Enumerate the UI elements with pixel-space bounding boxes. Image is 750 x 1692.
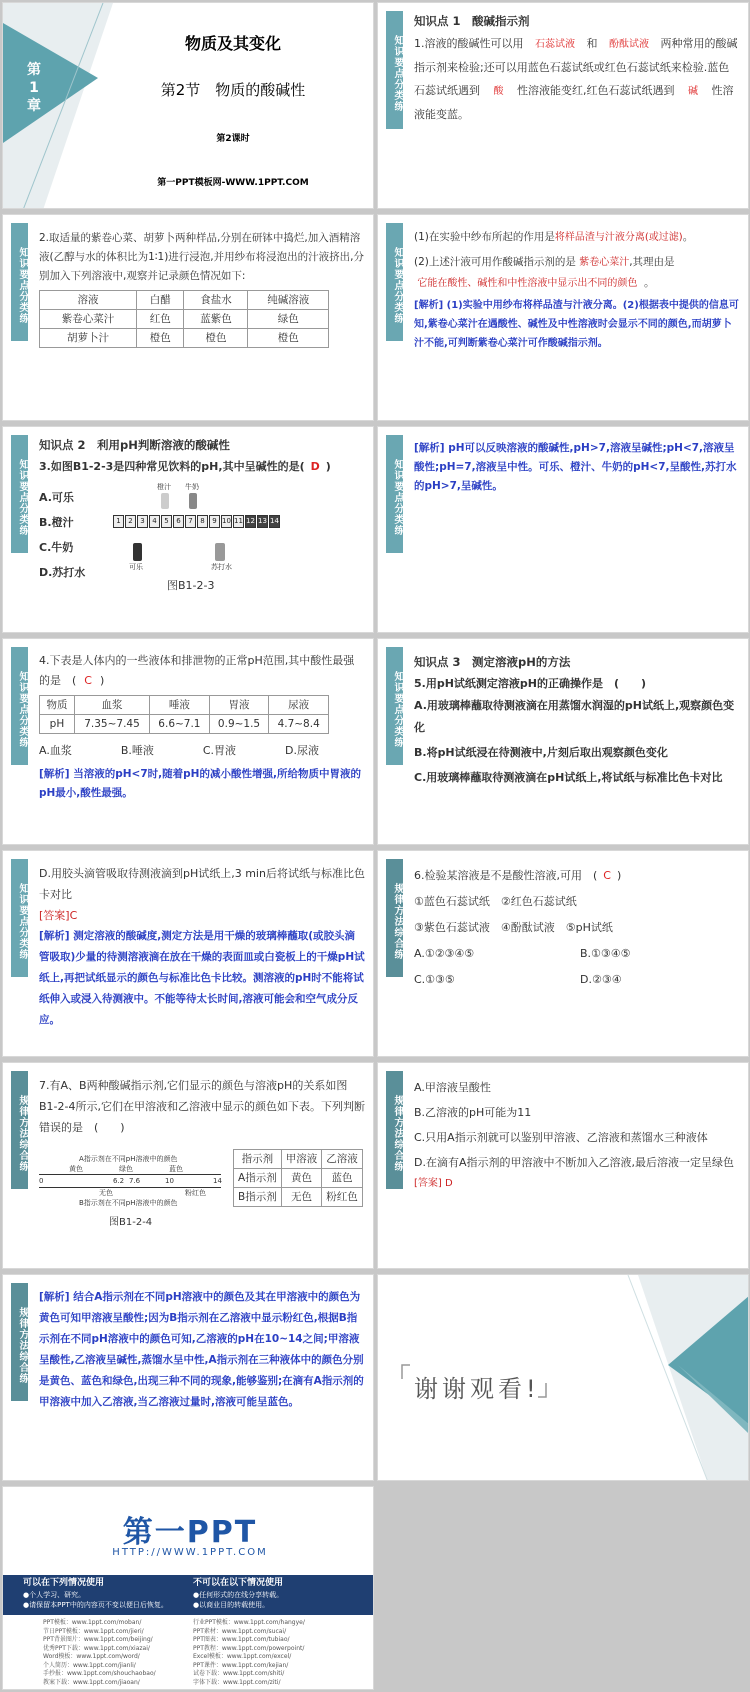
answer: [答案]C bbox=[39, 909, 78, 922]
cell: 6.6~7.1 bbox=[150, 715, 210, 734]
fig-label-soda: 苏打水 bbox=[211, 563, 232, 571]
side-label: 知识要点分类练 bbox=[11, 859, 28, 977]
title-text: 物质及其变化 bbox=[184, 34, 281, 53]
q-text: 。 bbox=[682, 231, 694, 243]
side-label: 知识要点分类练 bbox=[11, 647, 28, 765]
cell: 粉红色 bbox=[322, 1188, 363, 1207]
option-c: C.①③⑤ bbox=[414, 973, 455, 986]
link[interactable]: PPT图表：www.1ppt.com/tubiao/ bbox=[193, 1636, 290, 1643]
ph-scale-box: 6 bbox=[173, 515, 184, 528]
slide-7[interactable] bbox=[2, 638, 374, 845]
link[interactable]: 优秀PPT下载：www.1ppt.com/xiazai/ bbox=[43, 1644, 150, 1652]
drink-icon bbox=[189, 493, 197, 509]
explanation: [解析] pH可以反映溶液的酸碱性,pH>7,溶液呈碱性;pH<7,溶液呈酸性;pH=7,溶液呈中性。可乐、橙汁、牛奶的pH<7,呈酸性,苏打水的pH>7,呈碱性。 bbox=[414, 442, 737, 492]
cell: 白醋 bbox=[137, 291, 184, 310]
option-a: A.用玻璃棒蘸取待测液滴在用蒸馏水润湿的pH试纸上,观察颜色变化 bbox=[414, 699, 735, 734]
ph-scale-box: 10 bbox=[221, 515, 232, 528]
side-label: 知识要点分类练 bbox=[11, 223, 28, 341]
option-b: B.橙汁 bbox=[39, 516, 74, 529]
slide-12-content bbox=[414, 1071, 740, 1262]
slide-13-content bbox=[39, 1283, 365, 1474]
cell: 蓝色 bbox=[322, 1169, 363, 1188]
slide-brand[interactable] bbox=[2, 1486, 374, 1690]
link[interactable]: 节日PPT模板：www.1ppt.com/jieri/ bbox=[43, 1627, 144, 1635]
link[interactable]: Excel模板：www.1ppt.com/excel/ bbox=[193, 1653, 292, 1660]
options bbox=[39, 740, 319, 761]
ph-scale-box: 2 bbox=[125, 515, 136, 528]
link[interactable]: 手抄报：www.1ppt.com/shouchaobao/ bbox=[43, 1670, 156, 1677]
tick-76: 7.6 bbox=[129, 1177, 141, 1185]
cell: 无色 bbox=[281, 1188, 322, 1207]
option-d: D.尿液 bbox=[285, 744, 319, 757]
cell: 尿液 bbox=[269, 696, 329, 715]
option-d: D.②③④ bbox=[580, 973, 622, 986]
side-label: 规律方法综合练 bbox=[386, 859, 403, 977]
slide-6[interactable] bbox=[377, 426, 749, 633]
cell: 血浆 bbox=[74, 696, 149, 715]
fig-a-title: A指示剂在不同pH溶液中的颜色 bbox=[79, 1155, 178, 1163]
answer-1: 石蕊试液 bbox=[535, 39, 575, 50]
slide-4-content bbox=[414, 223, 740, 414]
cell: 蓝紫色 bbox=[184, 310, 248, 329]
answer: C bbox=[84, 674, 92, 687]
option-b: B.将pH试纸浸在待测液中,片刻后取出观察颜色变化 bbox=[414, 746, 668, 759]
seg-green: 绿色 bbox=[119, 1165, 133, 1173]
cell: 4.7~8.4 bbox=[269, 715, 329, 734]
answer: C bbox=[603, 869, 611, 882]
link[interactable]: 行业PPT模板：www.1ppt.com/hangye/ bbox=[193, 1619, 305, 1626]
ph-scale-box: 13 bbox=[257, 515, 268, 528]
ph-figure bbox=[113, 483, 313, 623]
answer: [答案] D bbox=[414, 1178, 453, 1189]
knowledge-point: 知识点 2 利用pH判断溶液的酸碱性 bbox=[39, 438, 230, 452]
option-d: D.苏打水 bbox=[39, 566, 86, 579]
links-left bbox=[43, 1619, 156, 1687]
cell: 橙色 bbox=[248, 329, 329, 348]
option-a: A.血浆 bbox=[39, 744, 72, 757]
cell: 红色 bbox=[137, 310, 184, 329]
slide-9[interactable] bbox=[2, 850, 374, 1057]
cannot-item: ●任何形式的在线分享转载。 bbox=[193, 1591, 284, 1599]
link[interactable]: 教案下载：www.1ppt.com/jiaoan/ bbox=[43, 1678, 140, 1686]
slide-5[interactable] bbox=[2, 426, 374, 633]
slide-12[interactable] bbox=[377, 1062, 749, 1269]
cell: 唾液 bbox=[150, 696, 210, 715]
items-1: ①蓝色石蕊试纸 ②红色石蕊试纸 bbox=[414, 895, 577, 908]
question-2: 2.取适量的紫卷心菜、胡萝卜两种样品,分别在研钵中捣烂,加入酒精溶液(乙醇与水的体积比为1∶1)进行浸泡,并用纱布将浸泡出的汁液挤出,分别加入下列溶液中,观察并记录颜色情况如下: bbox=[39, 232, 364, 282]
q-text: 。 bbox=[644, 277, 655, 289]
cell: 紫卷心菜汁 bbox=[40, 310, 137, 329]
cell: 食盐水 bbox=[184, 291, 248, 310]
slide-9-content bbox=[39, 859, 365, 1050]
q-text: 两种常用的酸碱指示剂来检验;还可以用蓝色石蕊试纸或红色石蕊试纸来检验.蓝色石蕊试纸遇到 bbox=[414, 37, 738, 97]
options-row bbox=[414, 967, 740, 993]
side-label: 知识要点分类练 bbox=[386, 223, 403, 341]
indicator-table bbox=[233, 1149, 363, 1207]
seg-colorless: 无色 bbox=[99, 1189, 113, 1197]
slide-10[interactable] bbox=[377, 850, 749, 1057]
answer-4: 碱 bbox=[688, 86, 698, 97]
link[interactable]: 试卷下载：www.1ppt.com/shiti/ bbox=[193, 1670, 285, 1677]
option-d: D.在滴有A指示剂的甲溶液中不断加入乙溶液,最后溶液一定呈绿色 bbox=[414, 1156, 734, 1169]
slide-2[interactable] bbox=[377, 2, 749, 209]
seg-blue: 蓝色 bbox=[169, 1165, 183, 1173]
side-label: 知识要点分类练 bbox=[386, 11, 403, 129]
slide-13[interactable] bbox=[2, 1274, 374, 1481]
fig-label-milk: 牛奶 bbox=[185, 483, 199, 491]
slide-8-content bbox=[414, 647, 740, 838]
figure-caption: 图B1-2-4 bbox=[109, 1217, 153, 1228]
drink-icon bbox=[215, 543, 225, 561]
ph-scale-box: 1 bbox=[113, 515, 124, 528]
answer: 紫卷心菜汁 bbox=[579, 257, 630, 268]
side-label: 知识要点分类练 bbox=[386, 435, 403, 553]
slide-4[interactable] bbox=[377, 214, 749, 421]
cell: 7.35~7.45 bbox=[74, 715, 149, 734]
cell: 绿色 bbox=[248, 310, 329, 329]
cell: 橙色 bbox=[184, 329, 248, 348]
q-text: ) bbox=[616, 869, 622, 882]
usage-panel bbox=[3, 1575, 374, 1615]
q-text: ) bbox=[99, 674, 105, 687]
option-c: C.用玻璃棒蘸取待测液滴在pH试纸上,将试纸与标准比色卡对比 bbox=[414, 771, 723, 784]
cell: 胡萝卜汁 bbox=[40, 329, 137, 348]
slide-8[interactable] bbox=[377, 638, 749, 845]
knowledge-point: 知识点 1 酸碱指示剂 bbox=[414, 14, 530, 28]
cell: 物质 bbox=[40, 696, 75, 715]
ph-table bbox=[39, 695, 329, 734]
q-text: (2)上述汁液可用作酸碱指示剂的是 bbox=[414, 256, 576, 268]
side-label: 规律方法综合练 bbox=[11, 1283, 28, 1401]
slide-6-content bbox=[414, 435, 740, 626]
side-label: 规律方法综合练 bbox=[386, 1071, 403, 1189]
slide-title[interactable] bbox=[2, 2, 374, 209]
tick-0: 0 bbox=[39, 1177, 44, 1185]
slide-thanks[interactable] bbox=[377, 1274, 749, 1481]
option-a: A.可乐 bbox=[39, 491, 74, 504]
question-5: 5.用pH试纸测定溶液pH的正确操作是 ( ) bbox=[414, 677, 647, 690]
link[interactable]: PPT教程：www.1ppt.com/powerpoint/ bbox=[193, 1644, 305, 1652]
options bbox=[39, 485, 85, 585]
link[interactable]: PPT模板：www.1ppt.com/moban/ bbox=[43, 1619, 142, 1626]
link[interactable]: PPT课件：www.1ppt.com/kejian/ bbox=[193, 1661, 289, 1669]
can-title: 可以在下列情况使用 bbox=[23, 1578, 105, 1588]
brand-url: HTTP://WWW.1PPT.COM bbox=[112, 1547, 268, 1558]
explanation: [解析] 当溶液的pH<7时,随着pH的减小酸性增强,所给物质中胃液的pH最小,酸性最强。 bbox=[39, 768, 361, 799]
slide-2-content bbox=[414, 11, 740, 202]
slide-11[interactable] bbox=[2, 1062, 374, 1269]
ph-scale-box: 11 bbox=[233, 515, 244, 528]
q-text: ,其理由是 bbox=[629, 256, 675, 268]
q-text: ) bbox=[325, 460, 331, 473]
ph-scale-box: 5 bbox=[161, 515, 172, 528]
fig-b-title: B指示剂在不同pH溶液中的颜色 bbox=[79, 1199, 178, 1207]
drink-icon bbox=[161, 493, 169, 509]
link[interactable]: 个人简历：www.1ppt.com/jianli/ bbox=[43, 1661, 136, 1669]
slide-11-content bbox=[39, 1071, 365, 1262]
answer: 它能在酸性、碱性和中性溶液中显示出不同的颜色 bbox=[417, 278, 638, 289]
knowledge-point: 知识点 3 测定溶液pH的方法 bbox=[414, 655, 571, 669]
ph-scale-box: 8 bbox=[197, 515, 208, 528]
can-item: ●个人学习、研究。 bbox=[23, 1591, 86, 1599]
question-3 bbox=[39, 456, 365, 477]
ph-scale-box: 9 bbox=[209, 515, 220, 528]
question-4 bbox=[39, 651, 365, 691]
ph-scale-box: 3 bbox=[137, 515, 148, 528]
cell: 指示剂 bbox=[234, 1150, 282, 1169]
option-a: A.甲溶液呈酸性 bbox=[414, 1081, 491, 1094]
lesson-text: 第2课时 bbox=[216, 134, 250, 144]
figure-caption: 图B1-2-3 bbox=[167, 579, 215, 592]
items-2: ③紫色石蕊试液 ④酚酞试液 ⑤pH试纸 bbox=[414, 921, 613, 934]
ph-scale-box: 14 bbox=[269, 515, 280, 528]
ph-scale-box: 12 bbox=[245, 515, 256, 528]
brand-logo: 第一PPT bbox=[122, 1515, 258, 1550]
cell: 乙溶液 bbox=[322, 1150, 363, 1169]
site-text: 第一PPT模板网-WWW.1PPT.COM bbox=[157, 178, 309, 188]
drink-icon bbox=[133, 543, 142, 561]
links-right bbox=[193, 1619, 305, 1687]
cell: 黄色 bbox=[281, 1169, 322, 1188]
ph-scale bbox=[113, 515, 280, 528]
tick-10: 10 bbox=[165, 1177, 174, 1185]
q-text: (1)在实验中纱布所起的作用是 bbox=[414, 231, 555, 243]
part-1 bbox=[414, 227, 740, 248]
q-text: 性溶液能变红,红色石蕊试纸遇到 bbox=[517, 84, 675, 97]
cannot-item: ●以商业目的转载使用。 bbox=[193, 1601, 270, 1609]
answer-2: 酚酞试液 bbox=[609, 39, 649, 50]
link[interactable]: PPT背景图片：www.1ppt.com/beijing/ bbox=[43, 1636, 153, 1643]
option-b: B.乙溶液的pH可能为11 bbox=[414, 1106, 532, 1119]
side-label: 知识要点分类练 bbox=[386, 647, 403, 765]
answer: D bbox=[310, 460, 320, 473]
cell: 纯碱溶液 bbox=[248, 291, 329, 310]
question-1 bbox=[414, 32, 740, 126]
slide-3-content bbox=[39, 223, 365, 414]
fig-label-orange: 橙汁 bbox=[157, 483, 171, 491]
section-text: 第2节 物质的酸碱性 bbox=[160, 81, 306, 99]
q-text: 性溶液能变蓝。 bbox=[414, 84, 734, 121]
cell: 甲溶液 bbox=[281, 1150, 322, 1169]
option-c: C.只用A指示剂就可以鉴别甲溶液、乙溶液和蒸馏水三种液体 bbox=[414, 1131, 708, 1144]
seg-yellow: 黄色 bbox=[69, 1165, 83, 1173]
thanks-text: 谢谢观看! bbox=[414, 1375, 540, 1403]
q-text: 6.检验某溶液是不是酸性溶液,可用 ( bbox=[414, 869, 598, 882]
cell: 橙色 bbox=[137, 329, 184, 348]
slide-10-content bbox=[414, 859, 740, 1050]
color-table bbox=[39, 290, 329, 348]
ph-scale-box: 7 bbox=[185, 515, 196, 528]
slide-3[interactable] bbox=[2, 214, 374, 421]
link[interactable]: 字体下载：www.1ppt.com/ziti/ bbox=[193, 1678, 281, 1686]
option-c: C.胃液 bbox=[202, 744, 237, 757]
side-label: 规律方法综合练 bbox=[11, 1071, 28, 1189]
side-label: 知识要点分类练 bbox=[11, 435, 28, 553]
option-c: C.牛奶 bbox=[39, 541, 74, 554]
option-b: B.①③④⑤ bbox=[580, 947, 631, 960]
indicator-figure bbox=[39, 1155, 221, 1265]
fig-label-cola: 可乐 bbox=[129, 563, 143, 571]
tick-14: 14 bbox=[213, 1177, 222, 1185]
cell: 胃液 bbox=[209, 696, 269, 715]
option-b: B.唾液 bbox=[120, 744, 154, 757]
seg-pink: 粉红色 bbox=[185, 1189, 206, 1197]
answer: 将样品渣与汁液分离(或过滤) bbox=[554, 232, 683, 243]
slide-5-content bbox=[39, 435, 365, 626]
chapter-label: 第 1 章 bbox=[27, 62, 41, 114]
tick-62: 6.2 bbox=[113, 1177, 125, 1185]
question-7: 7.有A、B两种酸碱指示剂,它们显示的颜色与溶液pH的关系如图B1-2-4所示,它们在甲溶液和乙溶液中显示的颜色如下表。下列判断错误的是 ( ) bbox=[39, 1079, 365, 1134]
question-6 bbox=[414, 863, 740, 889]
ph-scale-box: 4 bbox=[149, 515, 160, 528]
cell: B指示剂 bbox=[234, 1188, 282, 1207]
option-a: A.①②③④⑤ bbox=[414, 947, 475, 960]
link[interactable]: PPT素材：www.1ppt.com/sucai/ bbox=[193, 1627, 287, 1635]
q-text: 和 bbox=[586, 37, 598, 50]
cell: pH bbox=[40, 715, 75, 734]
explanation: [解析] 结合A指示剂在不同pH溶液中的颜色及其在甲溶液中的颜色为黄色可知甲溶液呈酸性;因为B指示剂在乙溶液中显示粉红色,根据B指示剂在不同pH溶液中的颜色可知,乙溶液的pH在10~14之间;甲溶液呈酸性,乙溶液呈碱性,蒸馏水呈中性,A指示剂在三种液体中的颜色分别是黄色、蓝色和绿色,出现三种不同的现象,能够鉴别;在滴有A指示剂的甲溶液中加入乙溶液,当乙溶液过量时,溶液可能呈蓝色。 bbox=[39, 1291, 364, 1408]
q-text: 1.溶液的酸碱性可以用 bbox=[414, 37, 524, 50]
cell: 溶液 bbox=[40, 291, 137, 310]
link[interactable]: Word模板：www.1ppt.com/word/ bbox=[43, 1653, 140, 1660]
explanation: [解析] (1)实验中用纱布将样品渣与汁液分离。(2)根据表中提供的信息可知,紫卷心菜汁在遇酸性、碱性及中性溶液时会显示不同的颜色,而胡萝卜汁不能,可判断紫卷心菜汁可作酸碱指示剂。 bbox=[414, 300, 739, 349]
cell: 0.9~1.5 bbox=[209, 715, 269, 734]
q-text: 3.如图B1-2-3是四种常见饮料的pH,其中呈碱性的是( bbox=[39, 460, 305, 473]
answer-3: 酸 bbox=[493, 86, 504, 97]
explanation: [解析] 测定溶液的酸碱度,测定方法是用干燥的玻璃棒蘸取(或胶头滴管吸取)少量的待测溶液滴在放在干燥的表面皿或白瓷板上的干燥pH试纸上,再把试纸显示的颜色与标准比色卡比较。测溶液的pH时不能将试纸伸入或浸入待测液中。不能等待太长时间,溶液可能会和空气成分反应。 bbox=[39, 930, 365, 1026]
part-2 bbox=[414, 252, 740, 294]
options-row bbox=[414, 941, 740, 967]
q-text: 4.下表是人体内的一些液体和排泄物的正常pH范围,其中酸性最强的是 ( bbox=[39, 654, 355, 687]
slide-7-content bbox=[39, 647, 365, 838]
cell: A指示剂 bbox=[234, 1169, 282, 1188]
can-item: ●请保留本PPT中的内容页不变以便日后恢复。 bbox=[23, 1601, 168, 1609]
option-d: D.用胶头滴管吸取待测液滴到pH试纸上,3 min后将试纸与标准比色卡对比 bbox=[39, 867, 365, 901]
cannot-title: 不可以在以下情况使用 bbox=[193, 1578, 284, 1588]
